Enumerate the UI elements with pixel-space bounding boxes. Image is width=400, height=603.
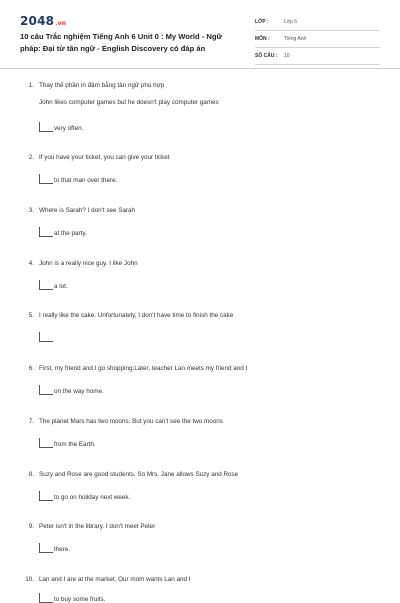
question-text: First, my friend and I go shopping.Later, teacher Lan meets my friend and I <box>39 365 248 372</box>
meta-row-question-count <box>255 48 380 65</box>
worksheet-title: 10 câu Trắc nghiệm Tiếng Anh 6 Unit 0 : My World - Ngữ pháp: Đại từ tân ngữ - English Discovery có đáp án <box>20 32 222 53</box>
question-number: 7. <box>28 418 34 425</box>
answer-row <box>39 591 105 603</box>
question-text: Where is Sarah? I don't see Sarah <box>39 207 136 214</box>
question-sentence: John likes computer games but he doesn't play computer games <box>39 99 219 106</box>
question-text: Thay thế phần in đậm bằng tân ngữ phù hợp <box>39 82 165 89</box>
question-number: 6. <box>28 365 34 372</box>
answer-blank[interactable] <box>39 593 53 603</box>
answer-blank[interactable] <box>39 491 53 501</box>
page-header <box>0 0 400 68</box>
answer-blank[interactable] <box>39 332 53 342</box>
answer-continuation: there. <box>54 546 71 553</box>
answer-blank[interactable] <box>39 438 53 448</box>
answer-continuation: at the party. <box>54 230 87 237</box>
question-number: 4. <box>28 260 34 267</box>
answer-row <box>39 330 54 342</box>
answer-continuation: from the Earth. <box>54 441 96 448</box>
meta-label: LỚP : <box>255 19 269 25</box>
logo-domain: .vn <box>55 20 67 27</box>
meta-value: Tiếng Anh <box>284 36 307 42</box>
answer-row <box>39 172 117 184</box>
worksheet-meta <box>255 14 380 65</box>
answer-row <box>39 436 96 448</box>
answer-blank[interactable] <box>39 280 53 290</box>
answer-blank[interactable] <box>39 543 53 553</box>
answer-row <box>39 383 104 395</box>
answer-continuation: on the way home. <box>54 388 104 395</box>
answer-blank[interactable] <box>39 174 53 184</box>
answer-blank[interactable] <box>39 385 53 395</box>
question-text: If you have your ticket, you can give your ticket <box>39 154 170 161</box>
question-number: 2. <box>28 154 34 161</box>
question-number: 9. <box>28 523 34 530</box>
meta-label: MÔN : <box>255 36 270 42</box>
meta-label: SỐ CÂU : <box>255 53 278 59</box>
answer-row <box>39 225 87 237</box>
answer-continuation: to buy some fruits. <box>54 596 106 603</box>
answer-continuation: to go on holiday next week. <box>54 494 131 501</box>
question-text: The planet Mars has two moons. But you can't see the two moons <box>39 418 223 425</box>
question-text: Suzy and Rose are good students. So Mrs. Jane allows Suzy and Rose <box>39 471 239 478</box>
meta-row-class <box>255 14 380 31</box>
question-text: Lan and I are at the market. Our mom wants Lan and I <box>39 576 191 583</box>
answer-continuation: to that man over there. <box>54 177 118 184</box>
question-number: 8. <box>28 471 34 478</box>
site-logo[interactable] <box>20 14 66 28</box>
answer-continuation: a lot. <box>54 283 68 290</box>
answer-row <box>39 120 83 132</box>
logo-text: 2048 <box>20 14 55 28</box>
answer-row <box>39 278 68 290</box>
meta-value: Lớp 6 <box>284 19 298 25</box>
answer-continuation: very often. <box>54 125 84 132</box>
question-text: John is a really nice guy. I like John <box>39 260 138 267</box>
answer-blank[interactable] <box>39 227 53 237</box>
question-number: 5. <box>28 312 34 319</box>
answer-row <box>39 541 70 553</box>
question-text: Peter isn't in the library. I don't meet Peter <box>39 523 156 530</box>
meta-value: 10 <box>284 53 290 59</box>
question-number: 3. <box>28 207 34 214</box>
question-number: 1. <box>28 82 34 89</box>
answer-row <box>39 489 130 501</box>
question-text: I really like the cake. Unfortunately, I don't have time to finish the cake <box>39 312 234 319</box>
meta-row-subject <box>255 31 380 48</box>
answer-blank[interactable] <box>39 122 53 132</box>
header-divider <box>0 68 400 69</box>
question-number: 10. <box>25 576 34 583</box>
